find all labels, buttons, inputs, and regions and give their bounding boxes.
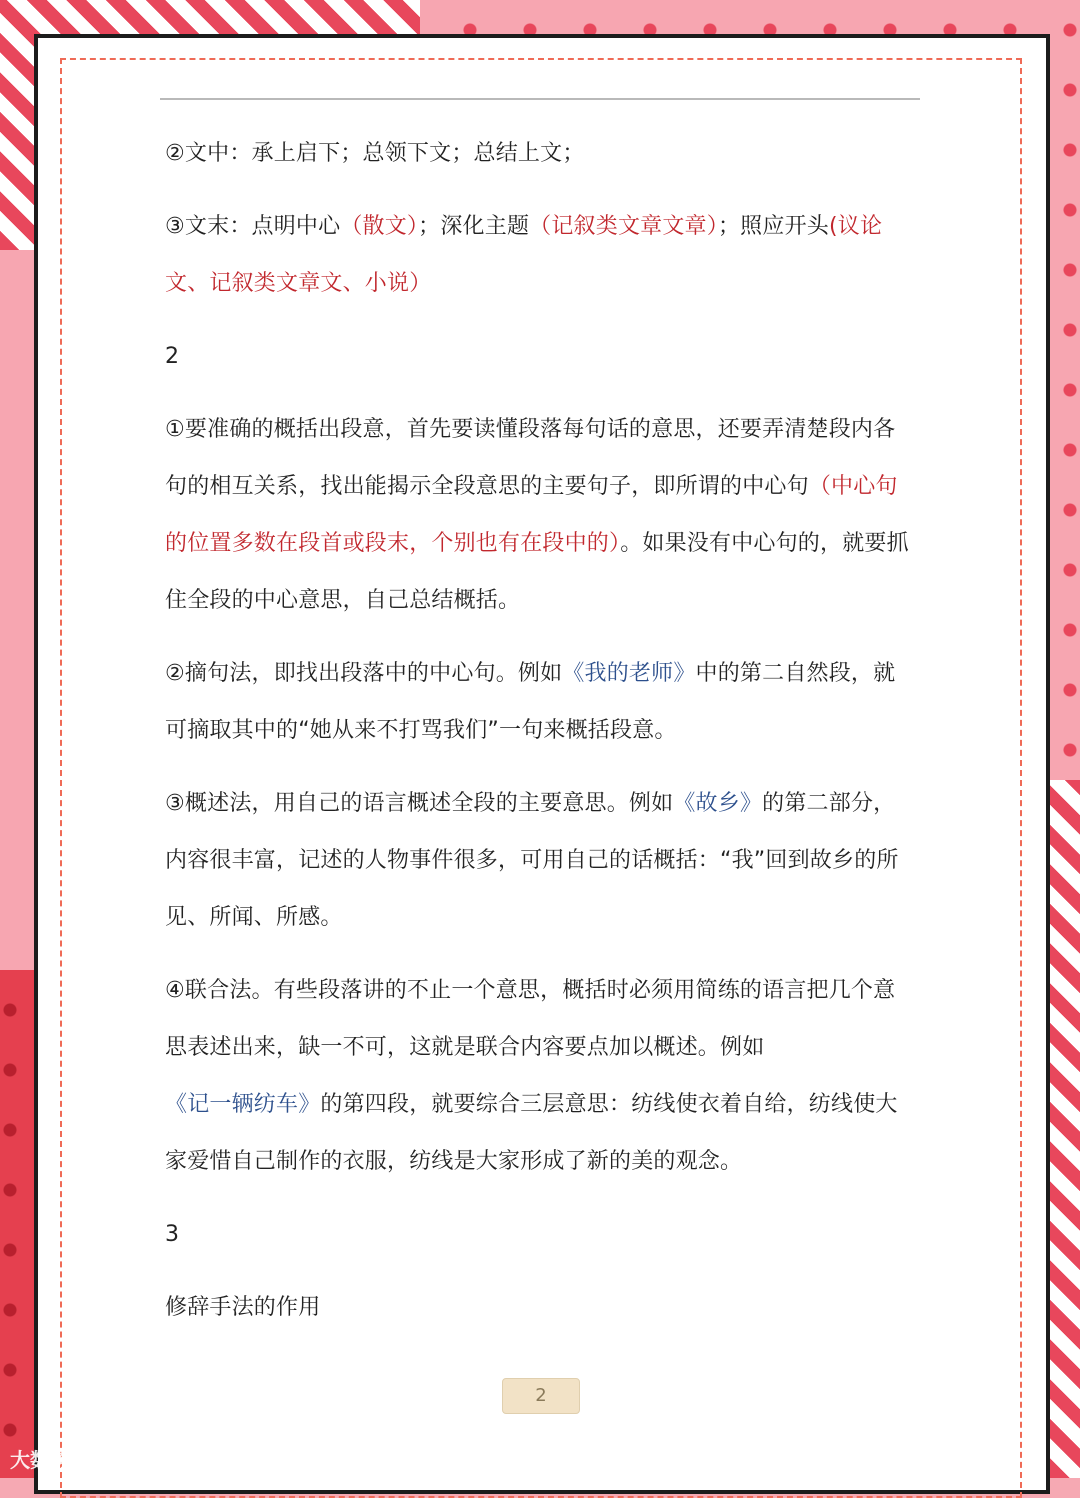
paragraph-text-end: [165, 198, 917, 312]
section-number-3: 3: [165, 1222, 180, 1247]
striped-band-right: [1050, 780, 1080, 1478]
text-segment: ；照应开头: [717, 214, 829, 239]
red-highlight: （中心句的位置多数在段首或段末，个别也有在段中的）: [165, 474, 898, 556]
blue-title: 《记一辆纺车》: [165, 1092, 321, 1117]
text-segment: 的第二部分，内容很丰富，记述的人物事件很多，可用自己的话概括：“我”回到故乡的所见、所闻、所感。: [165, 791, 899, 930]
article-body: [165, 125, 917, 1336]
watermark-text: 大数跨境: [10, 1448, 90, 1472]
text-segment: 。如果没有中心句的，就要抓住全段的中心意思，自己总结概括。: [165, 531, 909, 613]
text-segment: ①要准确的概括出段意，首先要读懂段落每句话的意思，还要弄清楚段内各句的相互关系，找出能揭示全段意思的主要句子，即所谓的中心句: [165, 417, 896, 499]
text-segment: ②摘句法，即找出段落中的中心句。例如: [165, 661, 563, 686]
blue-title: 《故乡》: [673, 791, 763, 816]
text-segment: 中的第二自然段，就可摘取其中的“她从来不打骂我们”一句来概括段意。: [165, 661, 896, 743]
text-segment: ③概述法，用自己的语言概述全段的主要意思。例如: [165, 791, 674, 816]
text-segment: ；深化主题: [418, 214, 530, 239]
paragraph-combined-method: [165, 962, 917, 1190]
blue-title: 《我的老师》: [562, 661, 696, 686]
red-highlight: （记叙类文章文章）: [529, 214, 718, 239]
top-divider: [160, 98, 920, 100]
text-segment: ③文末：点明中心: [165, 214, 341, 239]
text-segment: 的第四段，就要综合三层意思：纺线使衣着自给，纺线使大家爱惜自己制作的衣服，纺线是大家形成了新的美的观念。: [165, 1092, 898, 1174]
paragraph-text-middle: ②文中：承上启下；总领下文；总结上文；: [165, 141, 585, 166]
section-number-2: 2: [165, 344, 180, 369]
page-number-badge: 2: [502, 1378, 580, 1414]
paragraph-overview-method: [165, 775, 917, 946]
section-heading-rhetoric: 修辞手法的作用: [165, 1295, 321, 1320]
red-highlight: (议论文、记叙类文章文、小说）: [165, 214, 883, 296]
text-segment: ④联合法。有些段落讲的不止一个意思，概括时必须用简练的语言把几个意思表述出来，缺一不可，这就是联合内容要点加以概述。例如: [165, 978, 896, 1060]
red-highlight: （散文）: [340, 214, 419, 239]
paragraph-extract-method: [165, 645, 917, 759]
paragraph-summary-method: [165, 401, 917, 629]
